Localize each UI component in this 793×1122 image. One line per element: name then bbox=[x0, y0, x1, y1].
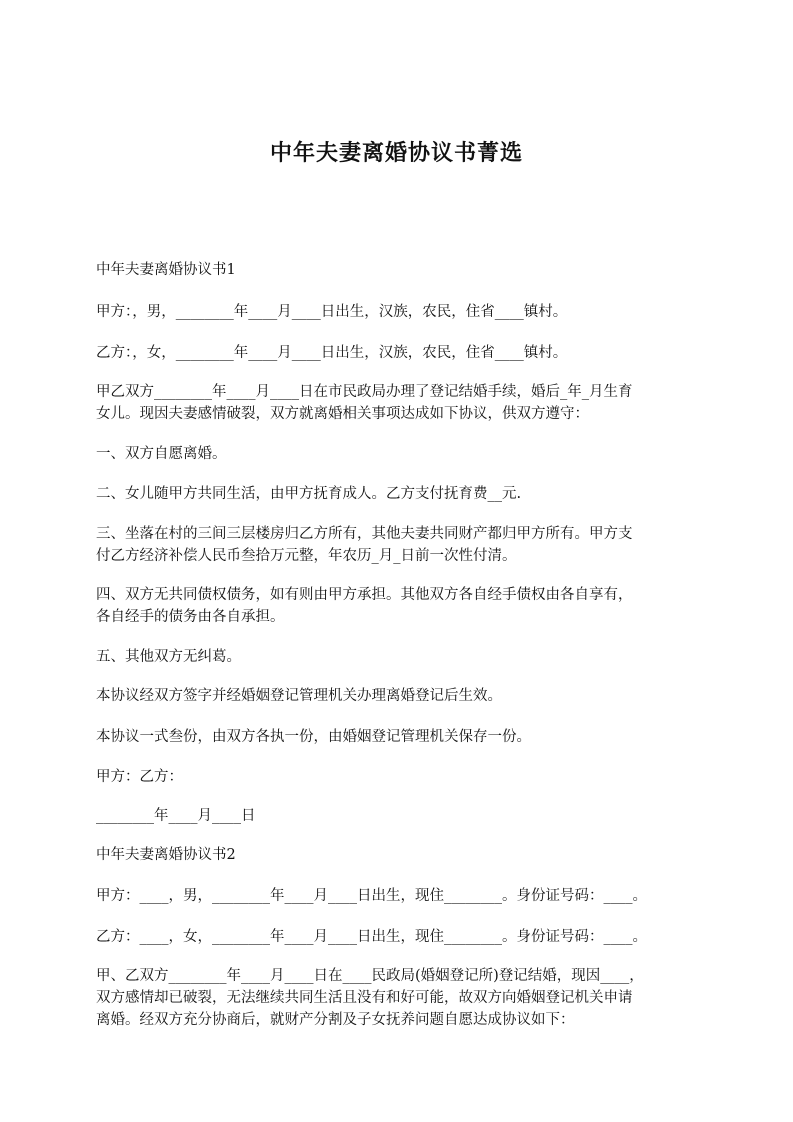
paragraph-line: 三、坐落在村的三间三层楼房归乙方所有，其他夫妻共同财产都归甲方所有。甲方支 bbox=[96, 526, 633, 542]
signature-line: 甲方：乙方： bbox=[96, 769, 183, 785]
paragraph-line: 甲、乙双方________年____月____日在____民政局(婚姻登记所)登记结婚，现因____， bbox=[96, 968, 644, 984]
party-b-info: 乙方：，女，________年____月____日出生，汉族，农民，住省____镇村。 bbox=[96, 345, 568, 361]
paragraph-line: 双方感情却已破裂，无法继续共同生活且没有和好可能，故双方向婚姻登记机关申请 bbox=[96, 990, 633, 1006]
paragraph-line: 各自经手的债务由各自承担。 bbox=[96, 609, 285, 625]
clause-2: 二、女儿随甲方共同生活，由甲方抚育成人。乙方支付抚育费__元. bbox=[96, 486, 522, 502]
paragraph-line: 甲乙双方________年____月____日在市民政局办理了登记结婚手续，婚后_年_月生育 bbox=[96, 384, 633, 400]
clause-3 bbox=[96, 523, 704, 567]
intro-paragraph bbox=[96, 965, 704, 1031]
party-a-info: 甲方：，男，________年____月____日出生，汉族，农民，住省____镇村。 bbox=[96, 304, 568, 320]
section-heading: 中年夫妻离婚协议书1 bbox=[96, 262, 236, 278]
clause-4 bbox=[96, 584, 704, 628]
document-title: 中年夫妻离婚协议书菁选 bbox=[269, 140, 523, 166]
paragraph-line: 四、双方无共同债权债务，如有则由甲方承担。其他双方各自经手债权由各自享有， bbox=[96, 587, 633, 603]
paragraph-line: 女儿。现因夫妻感情破裂，双方就离婚相关事项达成如下协议，供双方遵守： bbox=[96, 406, 589, 422]
party-b-info: 乙方：____，女，________年____月____日出生，现住________。身份证号码：____。 bbox=[96, 929, 647, 945]
section-heading: 中年夫妻离婚协议书2 bbox=[96, 847, 236, 863]
copies-clause: 本协议一式叁份，由双方各执一份，由婚姻登记管理机关保存一份。 bbox=[96, 729, 531, 745]
paragraph-line: 付乙方经济补偿人民币叁拾万元整，年农历_月_日前一次性付清。 bbox=[96, 548, 517, 564]
date-line: ________年____月____日 bbox=[96, 808, 256, 824]
effect-clause: 本协议经双方签字并经婚姻登记管理机关办理离婚登记后生效。 bbox=[96, 688, 502, 704]
party-a-info: 甲方：____，男，________年____月____日出生，现住________。身份证号码：____。 bbox=[96, 888, 647, 904]
clause-5: 五、其他双方无纠葛。 bbox=[96, 649, 241, 665]
intro-paragraph bbox=[96, 381, 704, 425]
clause-1: 一、双方自愿离婚。 bbox=[96, 446, 227, 462]
paragraph-line: 离婚。经双方充分协商后，就财产分割及子女抚养问题自愿达成协议如下： bbox=[96, 1012, 575, 1028]
